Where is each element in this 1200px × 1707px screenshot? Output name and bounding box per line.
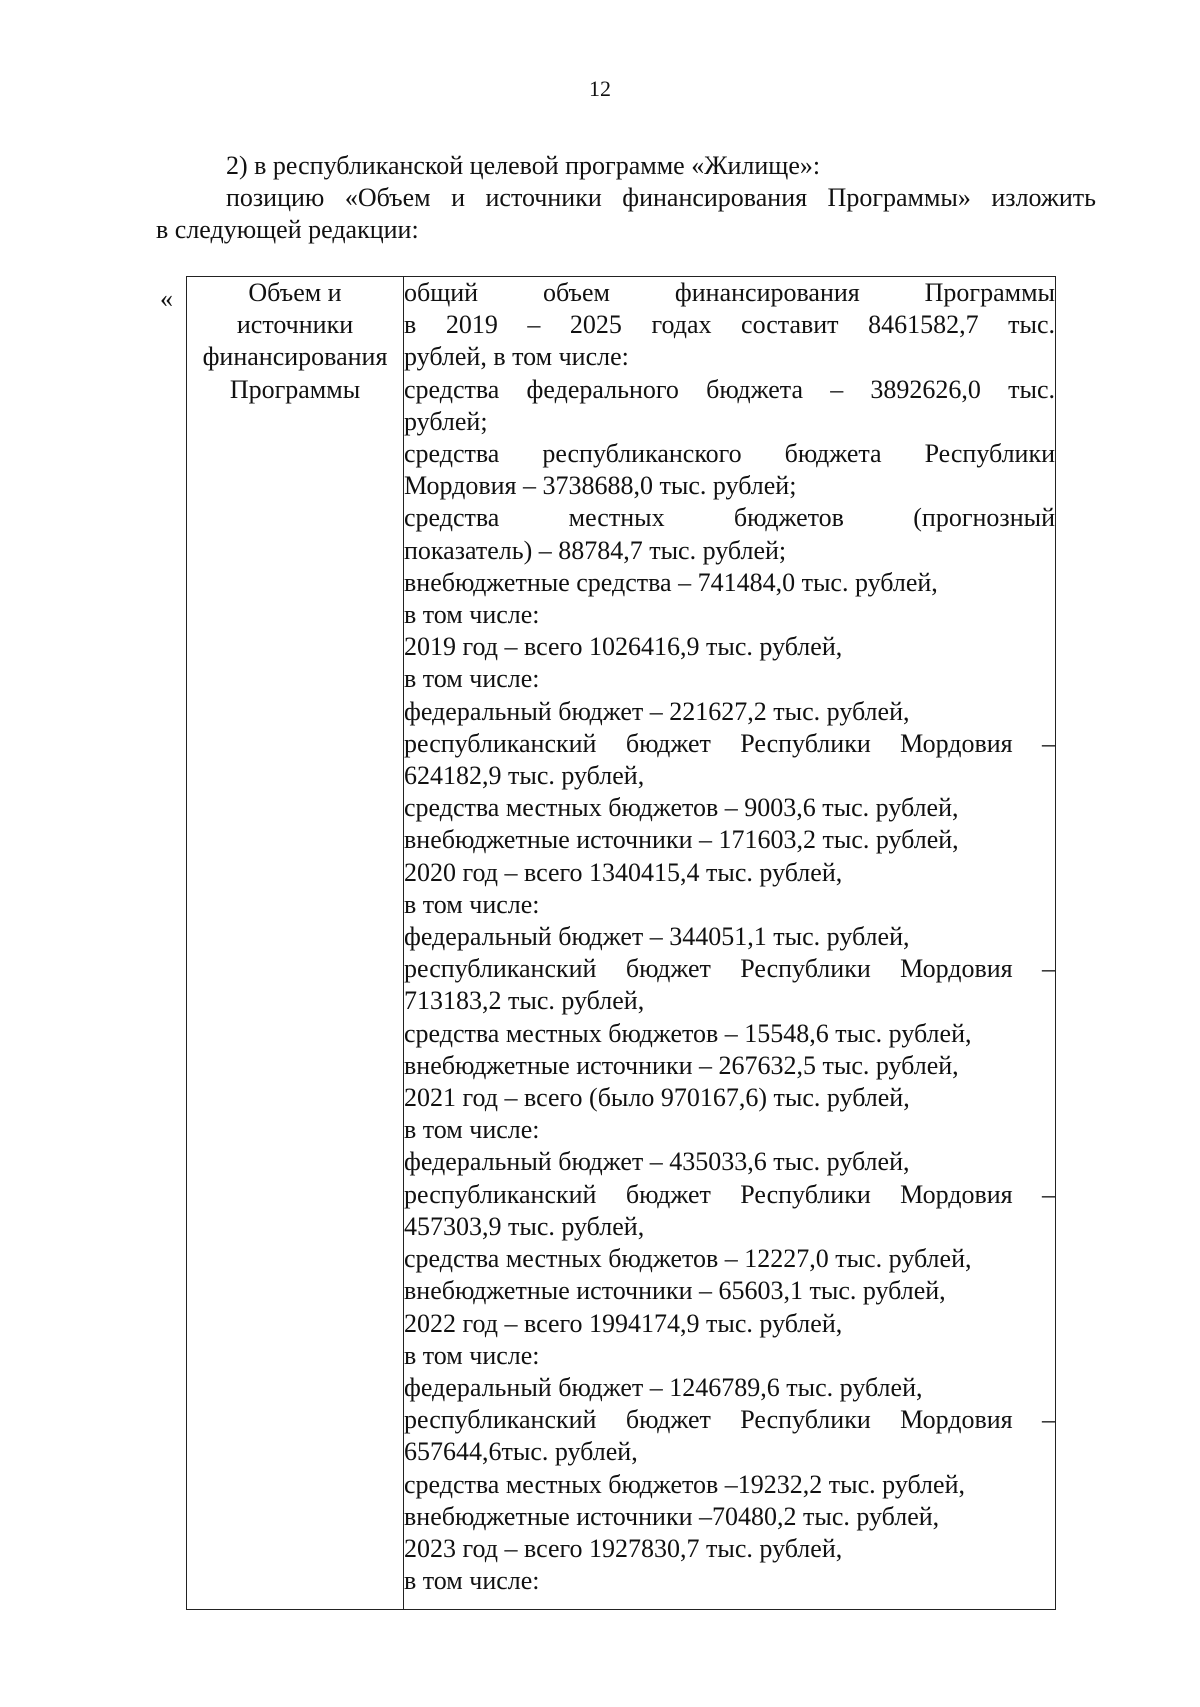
content-line: в 2019 – 2025 годах составит 8461582,7 тыс. [404,310,1055,340]
content-line: средства местных бюджетов – 9003,6 тыс. рублей, [404,793,959,823]
content-line: 457303,9 тыс. рублей, [404,1211,645,1241]
passport-label-cell [187,277,404,1610]
content-line: федеральный бюджет – 221627,2 тыс. рублей, [404,696,910,726]
content-line: 2022 год – всего 1994174,9 тыс. рублей, [404,1308,843,1338]
table-row [187,277,1056,1610]
content-line: в том числе: [404,600,540,630]
content-line: внебюджетные источники – 171603,2 тыс. рублей, [404,825,959,855]
content-line: в том числе: [404,1566,540,1596]
content-line: рублей; [404,406,488,436]
content-line: республиканский бюджет Республики Мордовия – [404,954,1055,984]
content-line: в том числе: [404,1115,540,1145]
content-line: 624182,9 тыс. рублей, [404,761,645,791]
content-line: показатель) – 88784,7 тыс. рублей; [404,535,787,565]
content-line: средства местных бюджетов – 15548,6 тыс. рублей, [404,1018,972,1048]
content-line: рублей, в том числе: [404,342,629,372]
content-line: федеральный бюджет – 435033,6 тыс. рублей, [404,1147,910,1177]
content-line: 2023 год – всего 1927830,7 тыс. рублей, [404,1533,843,1563]
label-line: финансирования [202,342,388,372]
content-line: средства местных бюджетов (прогнозный [404,503,1055,533]
content-line: внебюджетные источники –70480,2 тыс. рублей, [404,1501,940,1531]
content-line: 2019 год – всего 1026416,9 тыс. рублей, [404,632,843,662]
content-line: в том числе: [404,664,540,694]
content-line: 2020 год – всего 1340415,4 тыс. рублей, [404,857,843,887]
content-line: в том числе: [404,1340,540,1370]
intro-line-2: позицию «Объем и источники финансирования Программы» изложить [226,183,1096,212]
content-line: средства республиканского бюджета Республики [404,439,1055,469]
content-line: 2021 год – всего (было 970167,6) тыс. рублей, [404,1083,910,1113]
content-line: федеральный бюджет – 1246789,6 тыс. рублей, [404,1372,923,1402]
content-line: республиканский бюджет Республики Мордовия – [404,1405,1055,1435]
content-line: средства местных бюджетов – 12227,0 тыс. рублей, [404,1244,972,1274]
content-line: 657644,6тыс. рублей, [404,1437,638,1467]
content-line: 713183,2 тыс. рублей, [404,986,645,1016]
content-line: республиканский бюджет Республики Мордовия – [404,1179,1055,1209]
program-passport-table [186,276,1056,1610]
content-line: республиканский бюджет Республики Мордовия – [404,728,1055,758]
content-line: в том числе: [404,889,540,919]
content-line: внебюджетные источники – 267632,5 тыс. рублей, [404,1050,959,1080]
intro-paragraph [156,150,1096,246]
passport-content-cell [404,277,1056,1610]
page-number: 12 [589,76,611,101]
content-line: средства федерального бюджета – 3892626,0 тыс. [404,374,1055,404]
content-line: Мордовия – 3738688,0 тыс. рублей; [404,471,797,501]
opening-quote-mark: « [160,284,173,313]
label-line: Программы [229,374,361,404]
label-line: источники [236,310,354,340]
label-line: Объем и [248,278,342,307]
content-line: внебюджетные источники – 65603,1 тыс. рублей, [404,1276,946,1306]
content-line: внебюджетные средства – 741484,0 тыс. рублей, [404,567,938,597]
content-line: средства местных бюджетов –19232,2 тыс. рублей, [404,1469,965,1499]
intro-line-1: 2) в республиканской целевой программе «Жилище»: [226,151,821,180]
content-line: федеральный бюджет – 344051,1 тыс. рублей, [404,922,910,952]
content-line: общий объем финансирования Программы [404,278,1055,307]
intro-line-3: в следующей редакции: [156,215,419,244]
